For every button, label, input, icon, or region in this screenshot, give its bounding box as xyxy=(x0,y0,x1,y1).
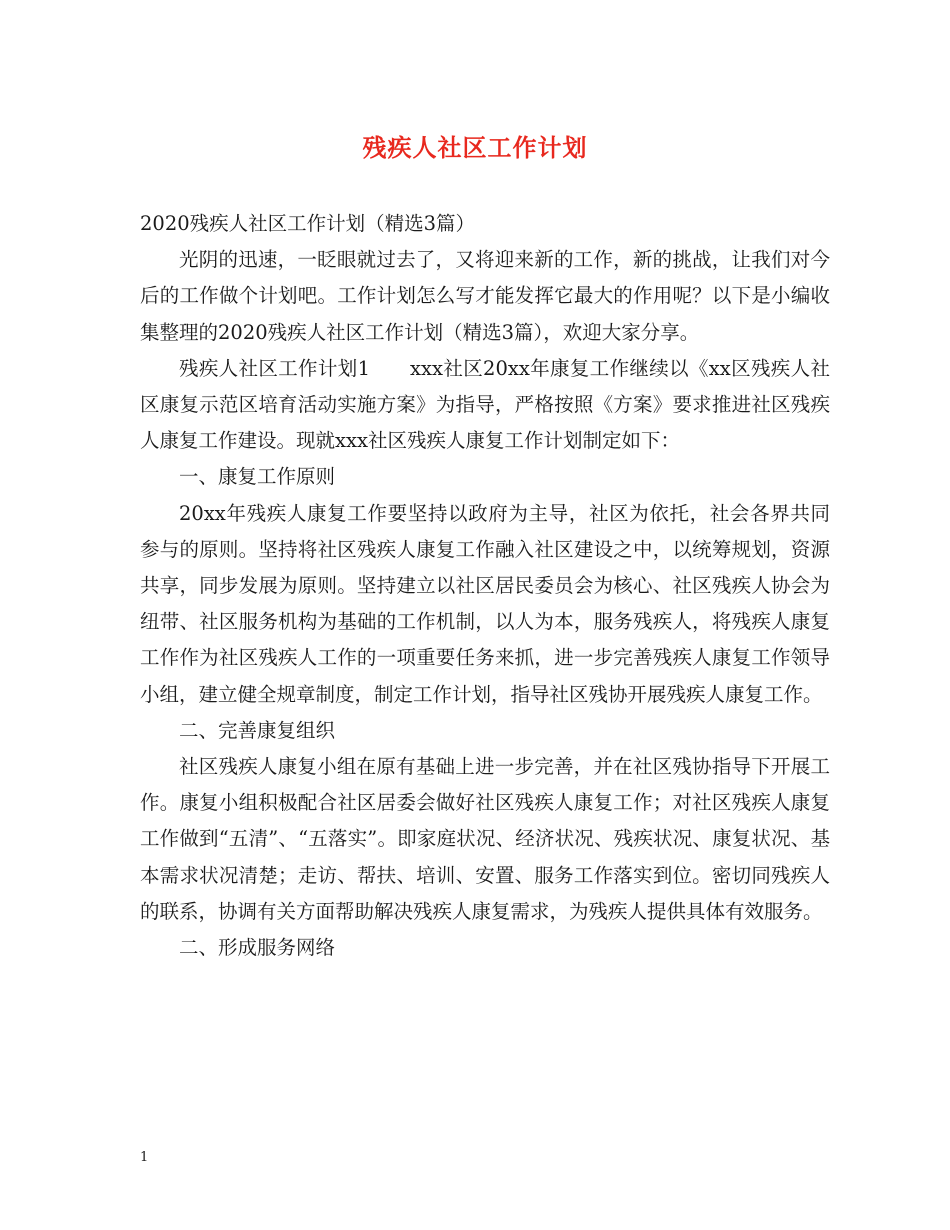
section-heading-service-network: 二、形成服务网络 xyxy=(179,936,336,960)
organization-paragraph: 社区残疾人康复小组在原有基础上进一步完善，并在社区残协指导下开展工作。康复小组积极配合社区居委会做好社区残疾人康复工作；对社区残疾人康复工作做到“五清”、“五落实”。即家庭状况、经济状况、残疾状况、康复状况、基本需求状况清楚；走访、帮扶、培训、安置、服务工作落实到位。密切同残疾人的联系，协调有关方面帮助解决残疾人康复需求，为残疾人提供具体有效服务。 xyxy=(140,755,830,923)
intro-paragraph: 光阴的迅速，一眨眼就过去了，又将迎来新的工作，新的挑战，让我们对今后的工作做个计划吧。工作计划怎么写才能发挥它最大的作用呢？以下是小编收集整理的2020残疾人社区工作计划（精选3篇），欢迎大家分享。 xyxy=(140,248,830,344)
document-title: 残疾人社区工作计划 xyxy=(362,133,588,162)
plan-one-paragraph: 残疾人社区工作计划1 xxx社区20xx年康复工作继续以《xx区残疾人社区康复示范区培育活动实施方案》为指导，严格按照《方案》要求推进社区残疾人康复工作建设。现就xxx社区残疾人康复工作计划制定如下： xyxy=(140,356,830,453)
document-subtitle: 2020残疾人社区工作计划（精选3篇） xyxy=(140,212,476,235)
principles-paragraph: 20xx年残疾人康复工作要坚持以政府为主导，社区为依托，社会各界共同参与的原则。坚持将社区残疾人康复工作融入社区建设之中，以统筹规划，资源共享，同步发展为原则。坚持建立以社区居民委员会为核心、社区残疾人协会为纽带、社区服务机构为基础的工作机制，以人为本，服务残疾人，将残疾人康复工作作为社区残疾人工作的一项重要任务来抓，进一步完善残疾人康复工作领导小组，建立健全规章制度，制定工作计划，指导社区残协开展残疾人康复工作。 xyxy=(140,501,830,706)
page-number: 1 xyxy=(140,1150,149,1165)
document-body xyxy=(140,206,830,966)
section-heading-principles: 一、康复工作原则 xyxy=(179,465,336,489)
section-heading-organization: 二、完善康复组织 xyxy=(179,718,336,742)
